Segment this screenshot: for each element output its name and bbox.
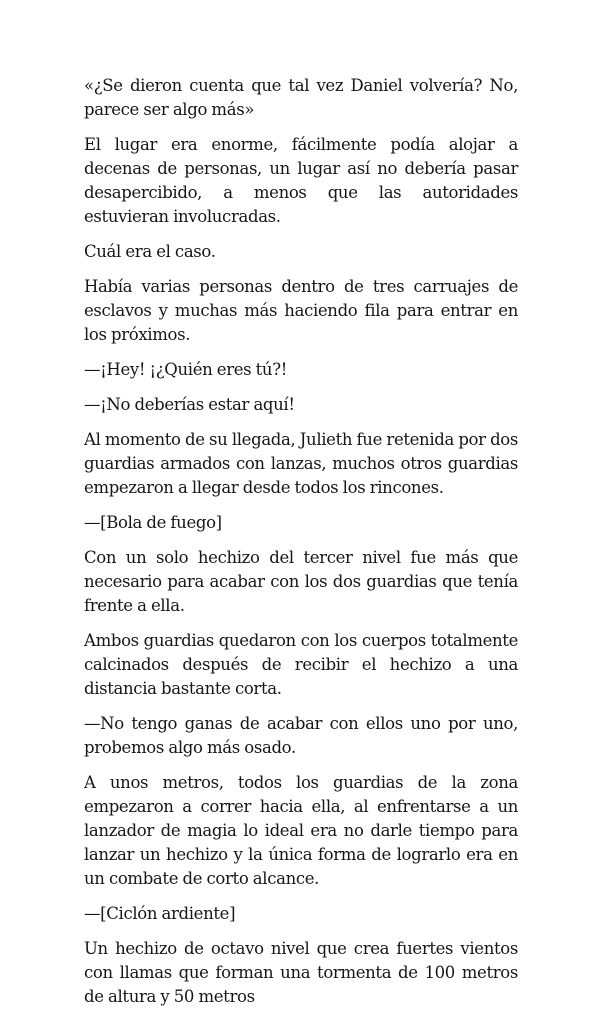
spell-line: —[Ciclón ardiente] (84, 904, 236, 923)
paragraph: Había varias personas dentro de tres carruajes de esclavos y muchas más haciendo fila para entrar en los próximos. (84, 277, 518, 344)
paragraph: Con un solo hechizo del tercer nivel fue más que necesario para acabar con los dos guardias que tenía frente a ella. (84, 548, 518, 615)
dialogue-line: —No tengo ganas de acabar con ellos uno por uno, probemos algo más osado. (84, 714, 518, 757)
paragraph: Ambos guardias quedaron con los cuerpos totalmente calcinados después de recibir el hechizo a una distancia bastante corta. (84, 631, 518, 698)
spell-line: —[Bola de fuego] (84, 513, 222, 532)
dialogue-line: —¡Hey! ¡¿Quién eres tú?! (84, 360, 287, 379)
paragraph: A unos metros, todos los guardias de la zona empezaron a correr hacia ella, al enfrentarse a un lanzador de magia lo ideal era no darle tiempo para lanzar un hechizo y la única forma de lograrlo era en un combate de corto alcance. (84, 773, 518, 888)
paragraph: Al momento de su llegada, Julieth fue retenida por dos guardias armados con lanzas, muchos otros guardias empezaron a llegar desde todos los rincones. (84, 430, 518, 497)
paragraph: Cuál era el caso. (84, 242, 216, 261)
paragraph: «¿Se dieron cuenta que tal vez Daniel volvería? No, parece ser algo más» (84, 76, 518, 119)
dialogue-line: —¡No deberías estar aquí! (84, 395, 295, 414)
paragraph: El lugar era enorme, fácilmente podía alojar a decenas de personas, un lugar así no debería pasar desapercibido, a menos que las autoridades estuvieran involucradas. (84, 135, 518, 226)
paragraph: Un hechizo de octavo nivel que crea fuertes vientos con llamas que forman una tormenta de 100 metros de altura y 50 metros (84, 939, 518, 1006)
